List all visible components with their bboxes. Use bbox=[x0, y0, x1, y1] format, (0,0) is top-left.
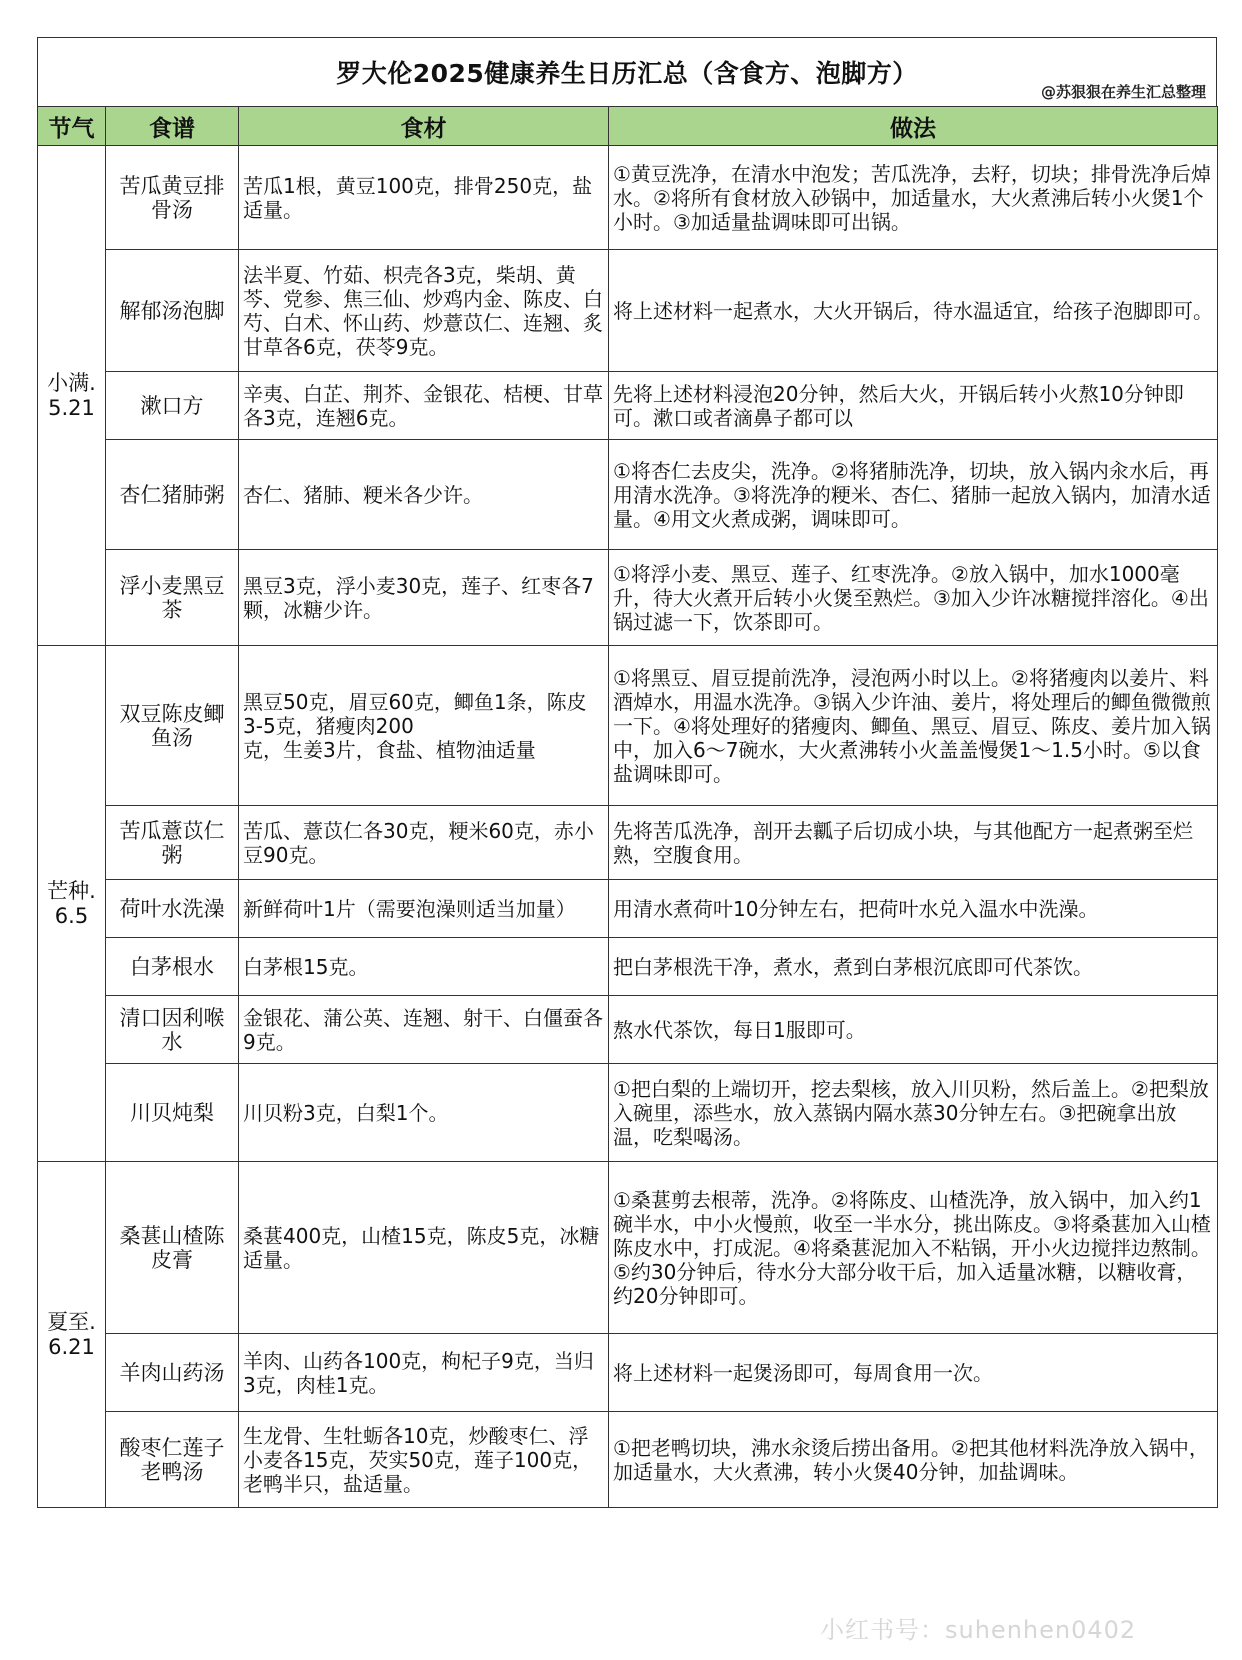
method-cell: 用清水煮荷叶10分钟左右，把荷叶水兑入温水中洗澡。 bbox=[609, 880, 1218, 938]
dish-name-cell: 浮小麦黑豆茶 bbox=[106, 550, 239, 646]
ingredients-cell: 黑豆50克，眉豆60克，鲫鱼1条，陈皮3-5克，猪瘦肉200 克，生姜3片，食盐、植物油适量 bbox=[239, 646, 609, 806]
method-cell: 将上述材料一起煮水，大火开锅后，待水温适宜，给孩子泡脚即可。 bbox=[609, 250, 1218, 372]
table-row bbox=[38, 1064, 1218, 1162]
header-season: 节气 bbox=[38, 107, 106, 146]
dish-name-cell: 酸枣仁莲子老鸭汤 bbox=[106, 1412, 239, 1508]
ingredients-cell: 新鲜荷叶1片（需要泡澡则适当加量） bbox=[239, 880, 609, 938]
ingredients-cell: 白茅根15克。 bbox=[239, 938, 609, 996]
table-row bbox=[38, 938, 1218, 996]
recipe-document bbox=[37, 37, 1217, 1508]
season-cell: 小满. 5.21 bbox=[38, 146, 106, 646]
ingredients-cell: 辛夷、白芷、荆芥、金银花、桔梗、甘草各3克，连翘6克。 bbox=[239, 372, 609, 440]
recipe-table bbox=[37, 106, 1218, 1508]
method-cell: ①将黑豆、眉豆提前洗净，浸泡两小时以上。②将猪瘦肉以姜片、料酒焯水，用温水洗净。③锅入少许油、姜片，将处理后的鲫鱼微微煎一下。④将处理好的猪瘦肉、鲫鱼、黑豆、眉豆、陈皮、姜片加入锅中，加入6～7碗水，大火煮沸转小火盖盖慢煲1～1.5小时。⑤以食盐调味即可。 bbox=[609, 646, 1218, 806]
ingredients-cell: 杏仁、猪肺、粳米各少许。 bbox=[239, 440, 609, 550]
dish-name-cell: 漱口方 bbox=[106, 372, 239, 440]
header-method: 做法 bbox=[609, 107, 1218, 146]
method-cell: 先将苦瓜洗净，剖开去瓤子后切成小块，与其他配方一起煮粥至烂熟，空腹食用。 bbox=[609, 806, 1218, 880]
dish-name-cell: 荷叶水洗澡 bbox=[106, 880, 239, 938]
ingredients-cell: 苦瓜1根，黄豆100克，排骨250克，盐适量。 bbox=[239, 146, 609, 250]
dish-name-cell: 双豆陈皮鲫鱼汤 bbox=[106, 646, 239, 806]
table-row bbox=[38, 806, 1218, 880]
ingredients-cell: 金银花、蒲公英、连翘、射干、白僵蚕各9克。 bbox=[239, 996, 609, 1064]
table-row bbox=[38, 372, 1218, 440]
dish-name-cell: 杏仁猪肺粥 bbox=[106, 440, 239, 550]
method-cell: 把白茅根洗干净，煮水，煮到白茅根沉底即可代茶饮。 bbox=[609, 938, 1218, 996]
ingredients-cell: 黑豆3克，浮小麦30克，莲子、红枣各7颗，冰糖少许。 bbox=[239, 550, 609, 646]
method-cell: ①将浮小麦、黑豆、莲子、红枣洗净。②放入锅中，加水1000毫升，待大火煮开后转小火煲至熟烂。③加入少许冰糖搅拌溶化。④出锅过滤一下，饮茶即可。 bbox=[609, 550, 1218, 646]
header-ingredients: 食材 bbox=[239, 107, 609, 146]
dish-name-cell: 白茅根水 bbox=[106, 938, 239, 996]
dish-name-cell: 苦瓜黄豆排骨汤 bbox=[106, 146, 239, 250]
dish-name-cell: 解郁汤泡脚 bbox=[106, 250, 239, 372]
method-cell: ①黄豆洗净，在清水中泡发；苦瓜洗净，去籽，切块；排骨洗净后焯水。②将所有食材放入砂锅中，加适量水，大火煮沸后转小火煲1个小时。③加适量盐调味即可出锅。 bbox=[609, 146, 1218, 250]
ingredients-cell: 桑葚400克，山楂15克，陈皮5克，冰糖适量。 bbox=[239, 1162, 609, 1334]
dish-name-cell: 羊肉山药汤 bbox=[106, 1334, 239, 1412]
season-cell: 夏至. 6.21 bbox=[38, 1162, 106, 1508]
table-row bbox=[38, 250, 1218, 372]
title-bar bbox=[37, 37, 1217, 106]
watermark: 小红书号：suhenhen0402 bbox=[820, 1616, 1137, 1644]
dish-name-cell: 清口因利喉水 bbox=[106, 996, 239, 1064]
author-credit: @苏狠狠在养生汇总整理 bbox=[1040, 83, 1206, 101]
page-title: 罗大伦2025健康养生日历汇总（含食方、泡脚方） bbox=[336, 59, 918, 88]
table-row bbox=[38, 1334, 1218, 1412]
ingredients-cell: 生龙骨、生牡蛎各10克，炒酸枣仁、浮小麦各15克，芡实50克，莲子100克，老鸭半只，盐适量。 bbox=[239, 1412, 609, 1508]
table-row bbox=[38, 1412, 1218, 1508]
method-cell: ①桑葚剪去根蒂，洗净。②将陈皮、山楂洗净，放入锅中，加入约1碗半水，中小火慢煎，收至一半水分，挑出陈皮。③将桑葚加入山楂陈皮水中，打成泥。④将桑葚泥加入不粘锅，开小火边搅拌边熬制。⑤约30分钟后，待水分大部分收干后，加入适量冰糖，以糖收膏，约20分钟即可。 bbox=[609, 1162, 1218, 1334]
table-row bbox=[38, 550, 1218, 646]
method-cell: 熬水代茶饮，每日1服即可。 bbox=[609, 996, 1218, 1064]
ingredients-cell: 川贝粉3克，白梨1个。 bbox=[239, 1064, 609, 1162]
ingredients-cell: 法半夏、竹茹、枳壳各3克，柴胡、黄芩、党参、焦三仙、炒鸡内金、陈皮、白芍、白术、怀山药、炒薏苡仁、连翘、炙甘草各6克，茯苓9克。 bbox=[239, 250, 609, 372]
dish-name-cell: 苦瓜薏苡仁粥 bbox=[106, 806, 239, 880]
dish-name-cell: 桑葚山楂陈皮膏 bbox=[106, 1162, 239, 1334]
header-row bbox=[38, 107, 1218, 146]
method-cell: 将上述材料一起煲汤即可，每周食用一次。 bbox=[609, 1334, 1218, 1412]
header-dish: 食谱 bbox=[106, 107, 239, 146]
table-row bbox=[38, 1162, 1218, 1334]
table-row bbox=[38, 646, 1218, 806]
table-row bbox=[38, 440, 1218, 550]
method-cell: ①把老鸭切块，沸水汆烫后捞出备用。②把其他材料洗净放入锅中，加适量水，大火煮沸，转小火煲40分钟，加盐调味。 bbox=[609, 1412, 1218, 1508]
dish-name-cell: 川贝炖梨 bbox=[106, 1064, 239, 1162]
season-cell: 芒种. 6.5 bbox=[38, 646, 106, 1162]
ingredients-cell: 羊肉、山药各100克，枸杞子9克，当归3克，肉桂1克。 bbox=[239, 1334, 609, 1412]
method-cell: ①把白梨的上端切开，挖去梨核，放入川贝粉，然后盖上。②把梨放入碗里，添些水，放入蒸锅内隔水蒸30分钟左右。③把碗拿出放温，吃梨喝汤。 bbox=[609, 1064, 1218, 1162]
table-row bbox=[38, 880, 1218, 938]
table-row bbox=[38, 996, 1218, 1064]
method-cell: ①将杏仁去皮尖，洗净。②将猪肺洗净，切块，放入锅内汆水后，再用清水洗净。③将洗净的粳米、杏仁、猪肺一起放入锅内，加清水适量。④用文火煮成粥，调味即可。 bbox=[609, 440, 1218, 550]
table-row bbox=[38, 146, 1218, 250]
ingredients-cell: 苦瓜、薏苡仁各30克，粳米60克，赤小豆90克。 bbox=[239, 806, 609, 880]
method-cell: 先将上述材料浸泡20分钟，然后大火，开锅后转小火熬10分钟即可。漱口或者滴鼻子都可以 bbox=[609, 372, 1218, 440]
